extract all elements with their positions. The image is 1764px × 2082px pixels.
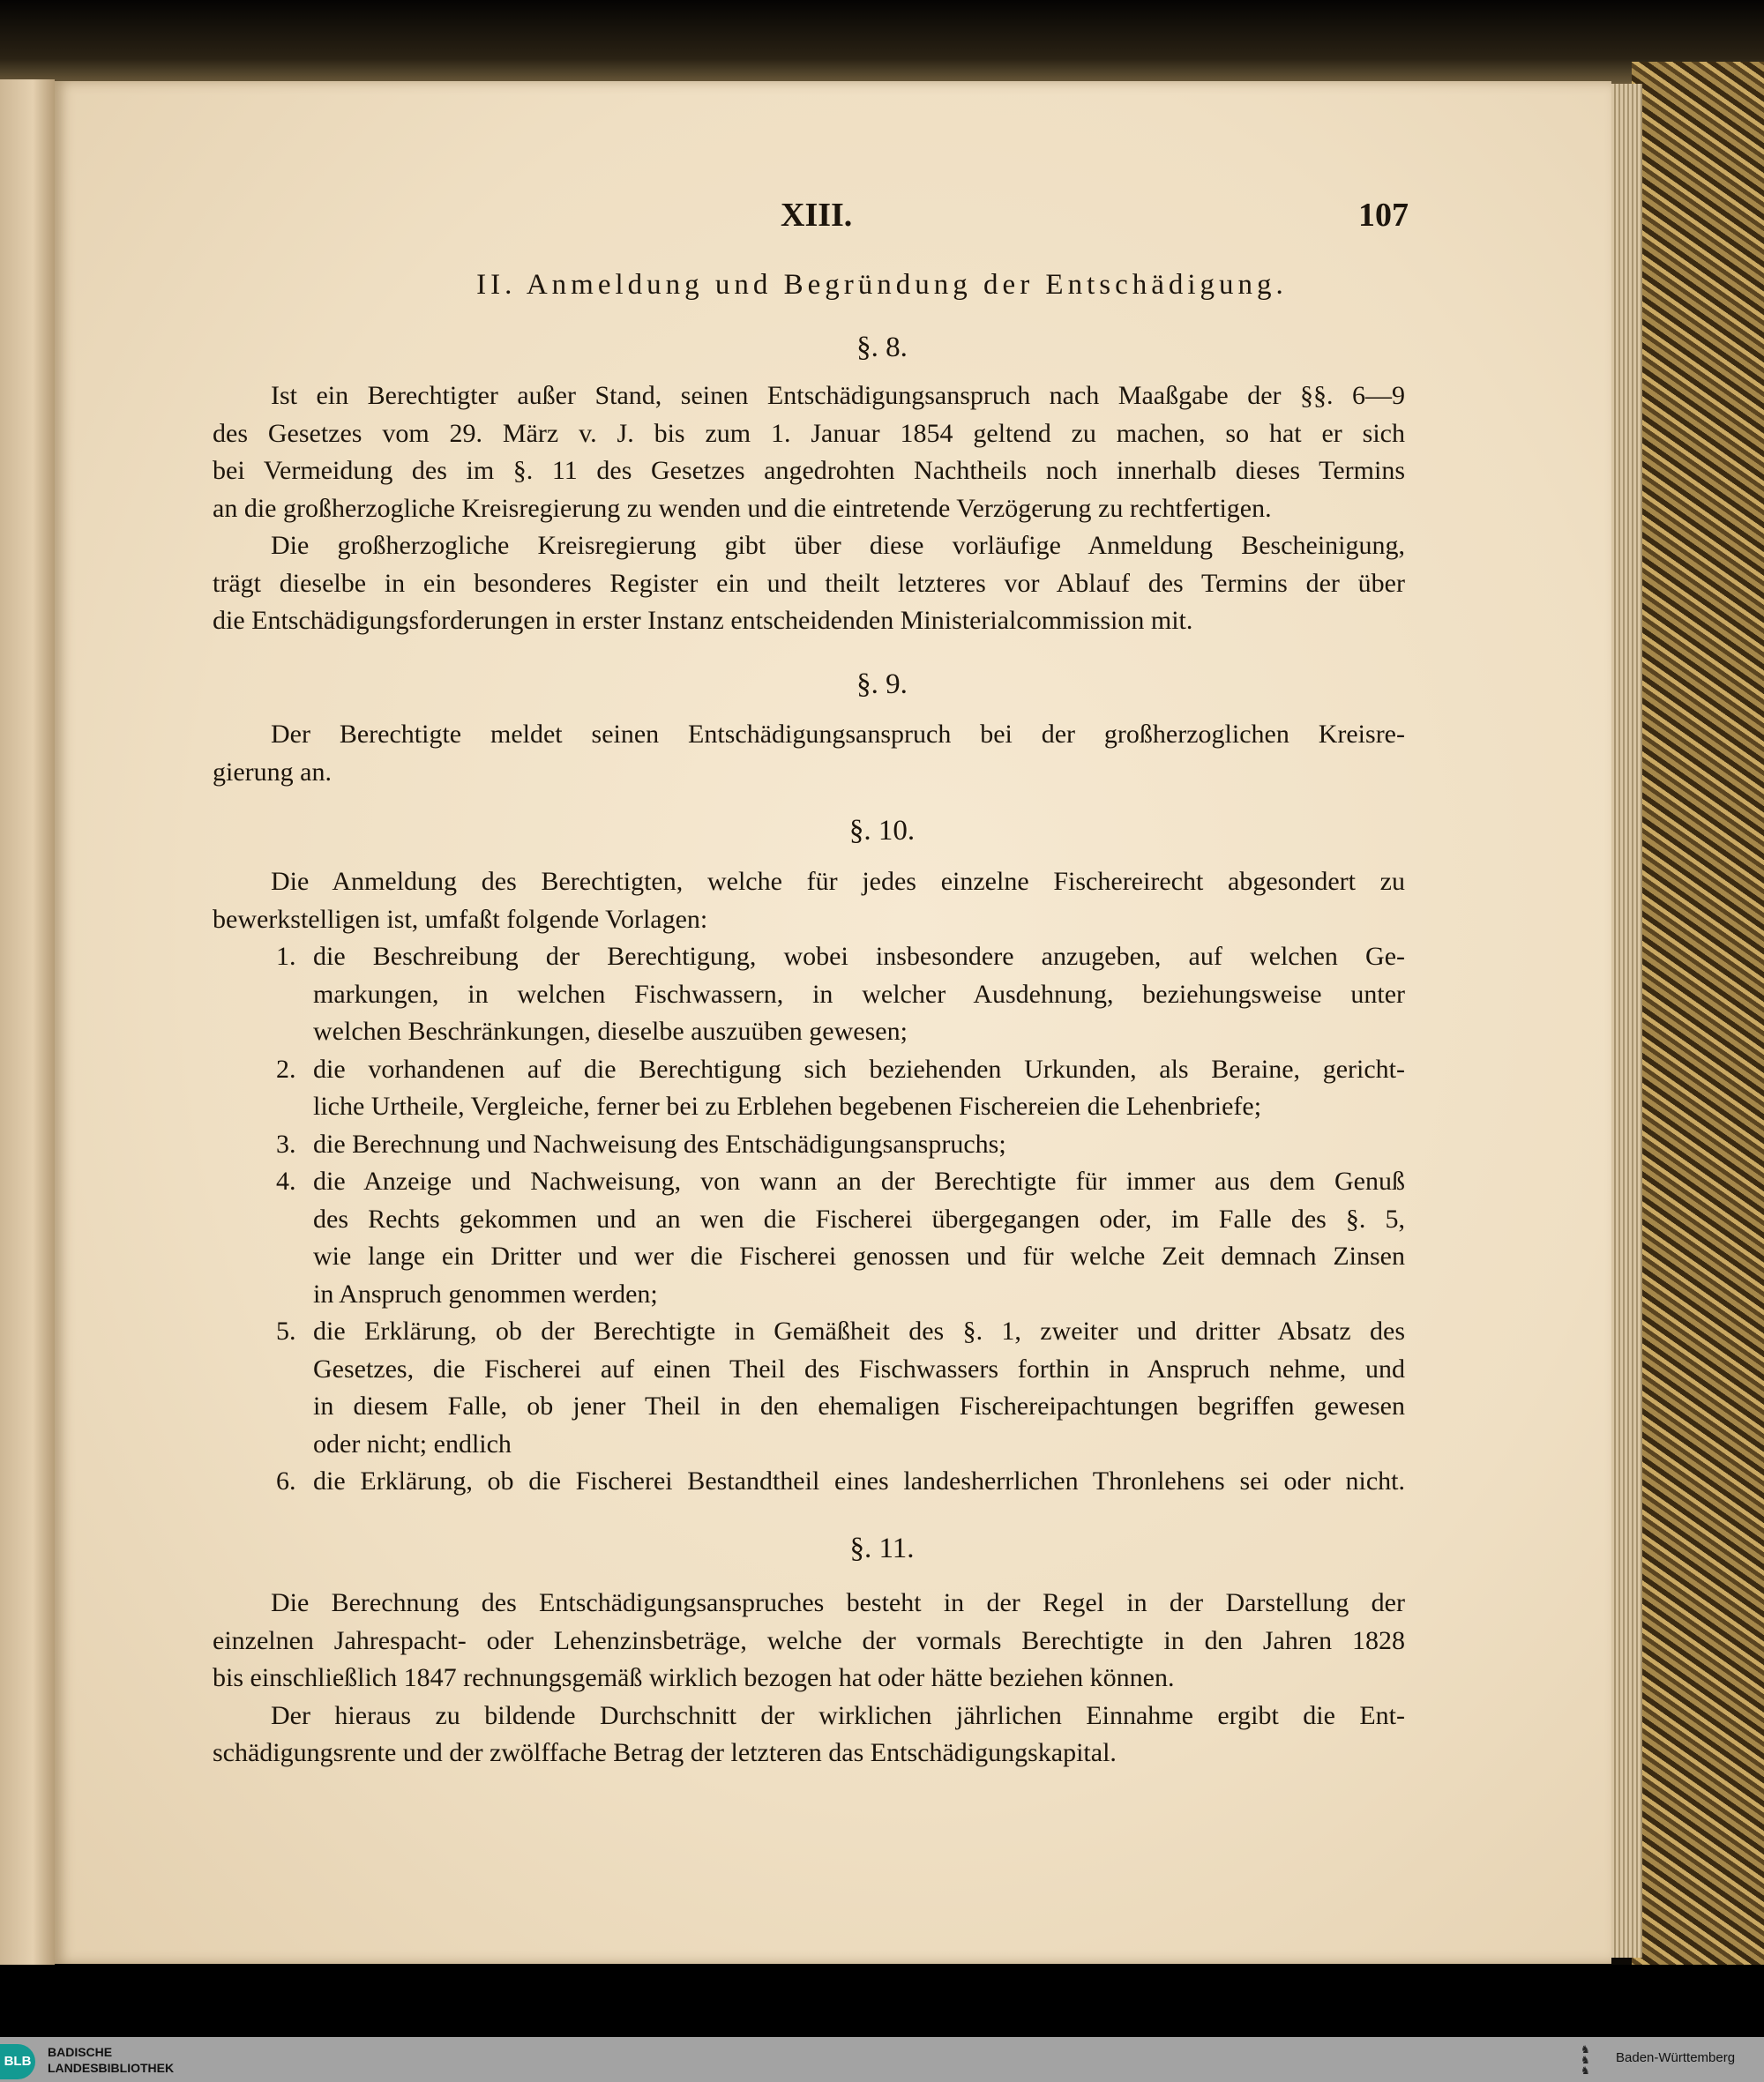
- scan-background-top: [0, 0, 1764, 84]
- text-line: Gesetzes, die Fischerei auf einen Theil des Fischwassers forthin in Anspruch nehme, und: [313, 1354, 1405, 1384]
- text-line: die Erklärung, ob der Berechtigte in Gemäßheit des §. 1, zweiter und dritter Absatz des: [313, 1317, 1405, 1346]
- chapter-number: XIII.: [781, 197, 853, 234]
- list-number: 4.: [276, 1167, 296, 1196]
- text-line: in diesem Falle, ob jener Theil in den ehemaligen Fischereipachtungen begriffen gewesen: [313, 1392, 1405, 1421]
- text-line: gierung an.: [213, 757, 332, 787]
- section-9-body: [213, 716, 1405, 791]
- section-10-body: [213, 863, 1405, 1501]
- text-line: die Berechnung und Nachweisung des Entschädigungsanspruchs;: [313, 1129, 1006, 1159]
- text-line: Die großherzogliche Kreisregierung gibt über diese vorläufige Anmeldung Bescheinigung,: [271, 531, 1405, 560]
- footer-bar: [0, 2037, 1764, 2082]
- text-line: an die großherzogliche Kreisregierung zu wenden und die eintretende Verzögerung zu rechtfertigen.: [213, 493, 1272, 523]
- state-label[interactable]: Baden-Württemberg: [1616, 2050, 1736, 2065]
- section-title-9: §. 9.: [856, 668, 908, 700]
- section-title-8: §. 8.: [856, 332, 908, 363]
- text-line: Die Anmeldung des Berechtigten, welche für jedes einzelne Fischereirecht abgesondert zu: [271, 867, 1405, 896]
- list-number: 1.: [276, 942, 296, 971]
- list-number: 2.: [276, 1054, 296, 1084]
- list-number: 3.: [276, 1129, 296, 1159]
- text-line: liche Urtheile, Vergleiche, ferner bei zu Erblehen begebenen Fischereien die Lehenbriefe;: [313, 1092, 1262, 1121]
- text-line: Die Berechnung des Entschädigungsanspruches besteht in der Regel in der Darstellung der: [271, 1588, 1405, 1617]
- paragraph: [213, 1585, 1405, 1698]
- text-line: des Gesetzes vom 29. März v. J. bis zum 1. Januar 1854 geltend zu machen, so hat er sich: [213, 418, 1405, 448]
- list-item: [213, 1463, 1405, 1501]
- text-line: Der hieraus zu bildende Durchschnitt der wirklichen jährlichen Einnahme ergibt die Ent-: [271, 1700, 1405, 1730]
- text-line: die Beschreibung der Berechtigung, wobei insbesondere anzugeben, auf welchen Ge-: [313, 942, 1405, 971]
- section-heading: II. Anmeldung und Begründung der Entschädigung.: [476, 269, 1288, 301]
- paragraph: [213, 1698, 1405, 1772]
- paragraph: [213, 527, 1405, 640]
- section-title-11: §. 11.: [849, 1533, 915, 1564]
- text-line: die Erklärung, ob die Fischerei Bestandtheil eines landesherrlichen Thronlehens sei oder nicht.: [313, 1466, 1405, 1496]
- list-item: [213, 1313, 1405, 1463]
- text-line: die Entschädigungsforderungen in erster Instanz entscheidenden Ministerialcommission mit.: [213, 606, 1193, 635]
- text-line: einzelnen Jahrespacht- oder Lehenzinsbeträge, welche der vormals Berechtigte in den Jahren 1828: [213, 1625, 1405, 1655]
- library-name-line2: LANDESBIBLIOTHEK: [48, 2061, 175, 2075]
- text-line: oder nicht; endlich: [313, 1429, 512, 1459]
- paragraph: [213, 377, 1405, 527]
- page-number: 107: [1358, 197, 1409, 234]
- text-line: die Anzeige und Nachweisung, von wann an der Berechtigte für immer aus dem Genuß: [313, 1167, 1405, 1196]
- list-item: [213, 1163, 1405, 1313]
- paragraph: [213, 863, 1405, 938]
- section-8-body: [213, 377, 1405, 640]
- library-name-line1: BADISCHE: [48, 2045, 113, 2059]
- library-name: [48, 2044, 174, 2076]
- text-line: des Rechts gekommen und an wen die Fischerei übergegangen oder, im Falle des §. 5,: [313, 1204, 1405, 1234]
- text-line: bewerkstelligen ist, umfaßt folgende Vorlagen:: [213, 904, 708, 934]
- text-line: bis einschließlich 1847 rechnungsgemäß wirklich bezogen hat oder hätte beziehen können.: [213, 1663, 1175, 1692]
- text-line: markungen, in welchen Fischwassern, in welcher Ausdehnung, beziehungsweise unter: [313, 979, 1405, 1009]
- scan-background-bottom: [0, 1965, 1764, 2037]
- text-line: wie lange ein Dritter und wer die Fischerei genossen und für welche Zeit demnach Zinsen: [313, 1242, 1405, 1271]
- list-item: [213, 1051, 1405, 1126]
- text-line: in Anspruch genommen werden;: [313, 1279, 658, 1309]
- text-line: bei Vermeidung des im §. 11 des Gesetzes angedrohten Nachtheils noch innerhalb dieses Termins: [213, 456, 1405, 485]
- blb-logo[interactable]: BLB: [0, 2044, 35, 2079]
- text-line: Ist ein Berechtigter außer Stand, seinen Entschädigungsanspruch nach Maaßgabe der §§. 6—9: [271, 381, 1405, 410]
- list-item: [213, 938, 1405, 1051]
- list-number: 6.: [276, 1466, 296, 1496]
- section-title-10: §. 10.: [848, 815, 916, 847]
- section-11-body: [213, 1585, 1405, 1772]
- text-line: trägt dieselbe in ein besonderes Register ein und theilt letzteres vor Ablauf des Termins der über: [213, 568, 1405, 598]
- list-item: [213, 1126, 1405, 1164]
- text-line: welchen Beschränkungen, dieselbe auszuüben gewesen;: [313, 1017, 908, 1046]
- text-line: Der Berechtigte meldet seinen Entschädigungsanspruch bei der großherzoglichen Kreisre-: [271, 720, 1405, 749]
- lions-emblem-icon: ♞ ♞ ♞: [1581, 2043, 1590, 2077]
- paragraph: [213, 716, 1405, 791]
- list-number: 5.: [276, 1317, 296, 1346]
- text-line: die vorhandenen auf die Berechtigung sich beziehenden Urkunden, als Beraine, gericht-: [313, 1054, 1405, 1084]
- text-line: schädigungsrente und der zwölffache Betrag der letzteren das Entschädigungskapital.: [213, 1738, 1117, 1767]
- page-edges: [1607, 84, 1642, 1958]
